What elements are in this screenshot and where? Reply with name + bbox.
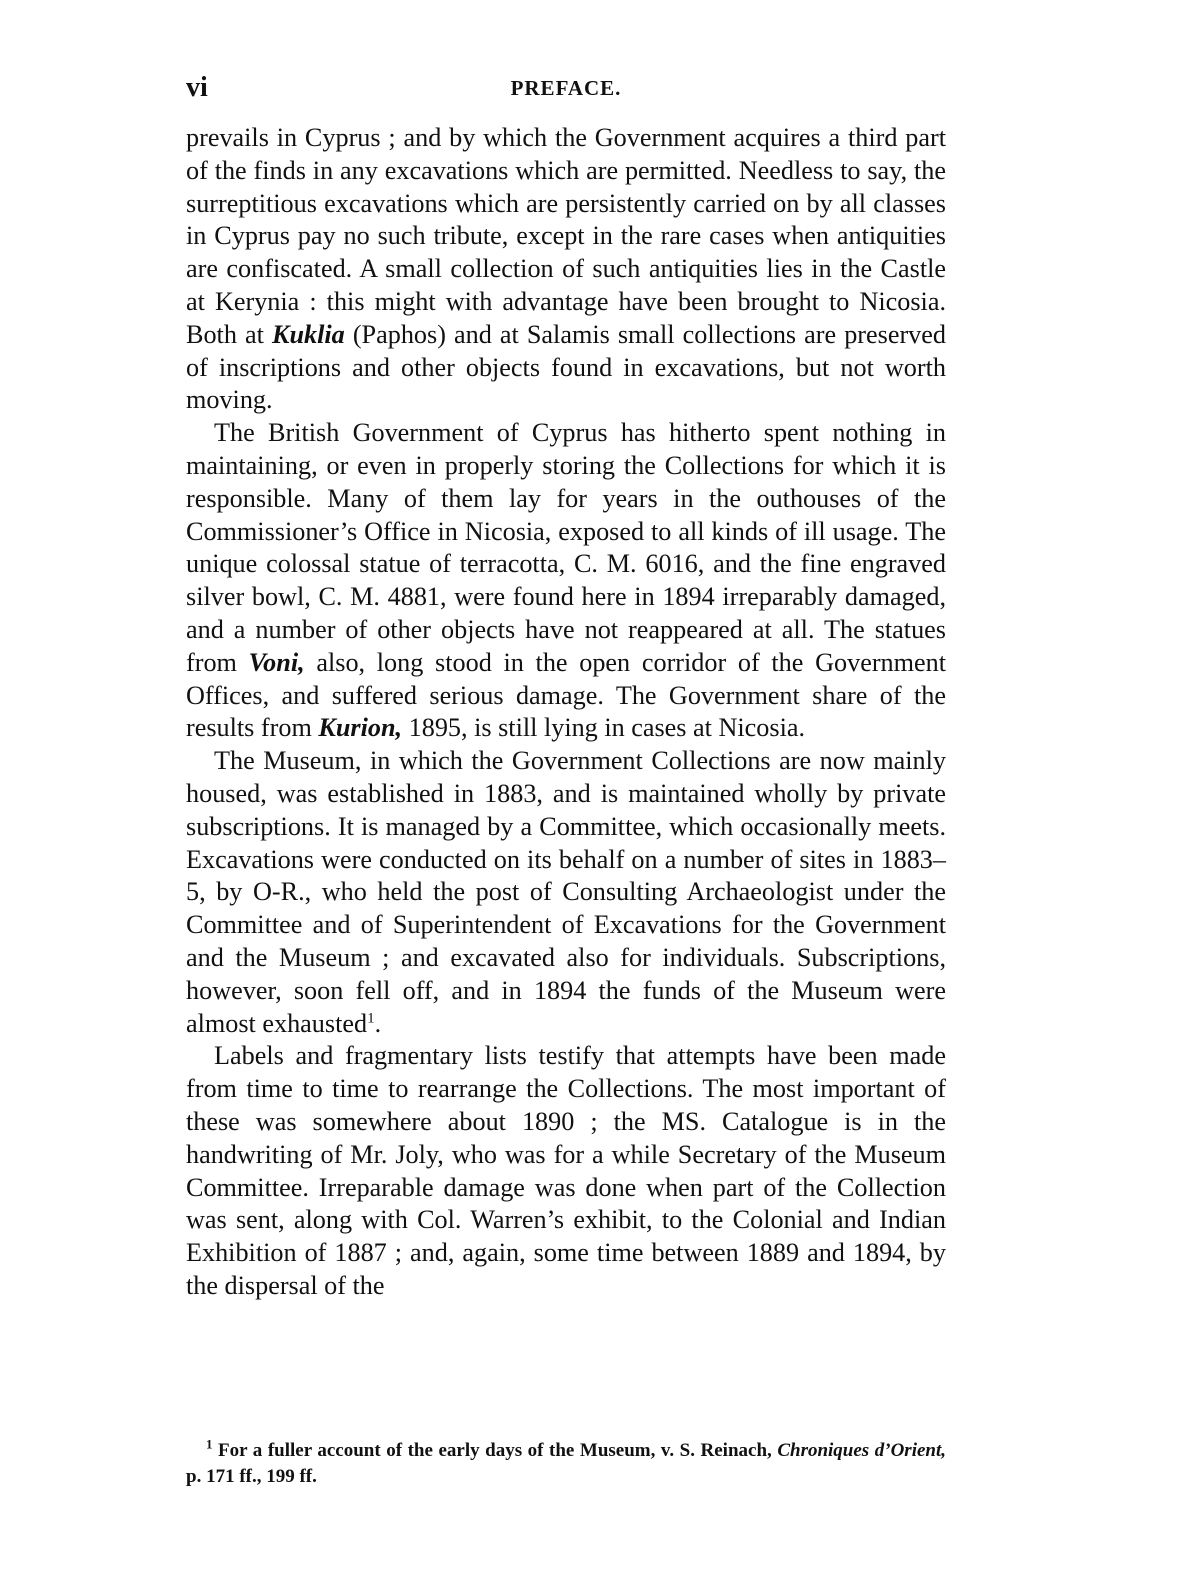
italic-place-name: Kuklia bbox=[271, 319, 345, 349]
paragraph-text: also, long stood in the open corridor of the Government Offices, and suffered serious damage. The Government share of the results from bbox=[186, 647, 946, 743]
italic-place-name: Kurion, bbox=[318, 713, 403, 743]
page-number: vi bbox=[186, 72, 208, 103]
paragraph-text: The Museum, in which the Government Collections are now mainly housed, was established in 1883, and is maintained wholly by private subscriptions. It is managed by a Committee, which occasionally meets. Excavations were conducted on its behalf on a number of sites in 1883–5, by O-R., who held the post of Consulting Archaeologist under the Committee and of Superintendent of Excavations for the Government and the Museum ; and excavated also for individuals. Subscriptions, however, soon fell off, and in 1894 the funds of the Museum were almost exhausted bbox=[186, 746, 946, 1038]
paragraph-text: Labels and fragmentary lists testify that attempts have been made from time to time to rearrange the Collections. The most important of these was somewhere about 1890 ; the MS. Catalogue is in the handwriting of Mr. Joly, who was for a while Secretary of the Museum Committee. Irreparable damage was done when part of the Collection was sent, along with Col. Warren’s exhibit, to the Colonial and Indian Exhibition of 1887 ; and, again, some time between 1889 and 1894, by the dispersal of the bbox=[186, 1041, 946, 1300]
paragraph-2 bbox=[186, 417, 946, 745]
running-head: PREFACE. bbox=[510, 76, 622, 100]
footnote-text: p. 171 ff., 199 ff. bbox=[186, 1466, 317, 1487]
paragraph-1 bbox=[186, 122, 946, 417]
footnote bbox=[186, 1438, 946, 1490]
paragraph-text: 1895, is still lying in cases at Nicosia. bbox=[402, 713, 806, 743]
paragraph-4 bbox=[186, 1040, 946, 1302]
footnote-italic-title: Chroniques d’Orient, bbox=[777, 1440, 946, 1461]
paragraph-text: (Paphos) and at Salamis small collections are preserved of inscriptions and other objects found in excavations, but not worth moving. bbox=[186, 319, 946, 415]
italic-place-name: Voni, bbox=[248, 647, 305, 677]
page-body bbox=[186, 122, 946, 1303]
page-header bbox=[186, 72, 946, 108]
paragraph-text: . bbox=[374, 1008, 382, 1038]
paragraph-3 bbox=[186, 745, 946, 1040]
footnote-reference: 1 bbox=[367, 1009, 375, 1026]
paragraph-text: The British Government of Cyprus has hitherto spent nothing in maintaining, or even in properly storing the Collections for which it is responsible. Many of them lay for years in the outhouses of the Commissioner’s Office in Nicosia, exposed to all kinds of ill usage. The unique colossal statue of terracotta, C. M. 6016, and the fine engraved silver bowl, C. M. 4881, were found here in 1894 irreparably damaged, and a number of other objects have not reappeared at all. The statues from bbox=[186, 418, 946, 677]
paragraph-text: prevails in Cyprus ; and by which the Government acquires a third part of the finds in any excavations which are permitted. Needless to say, the surreptitious excavations which are persistently carried on by all classes in Cyprus pay no such tribute, except in the rare cases when antiquities are confiscated. A small collection of such antiquities lies in the Castle at Kerynia : this might with advantage have been brought to Nicosia. Both at bbox=[186, 123, 946, 349]
footnote-text: For a fuller account of the early days of the Museum, v. S. Reinach, bbox=[212, 1440, 778, 1461]
footnote-mark: 1 bbox=[206, 1436, 213, 1452]
